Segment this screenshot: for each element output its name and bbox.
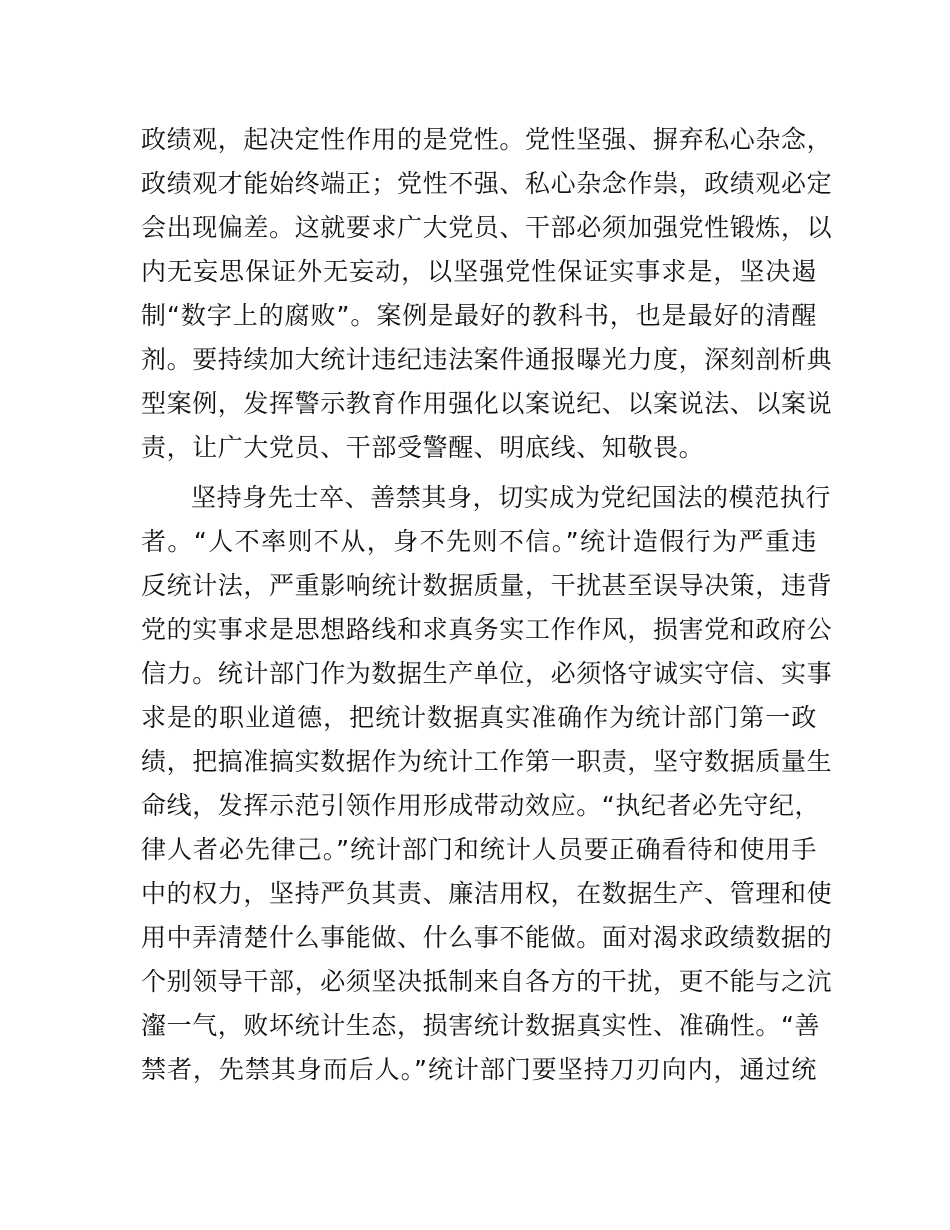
paragraph-2-line-9: 律人者必先律己。”统计部门和统计人员要正确看待和使用手 <box>141 835 817 864</box>
body-text <box>141 118 833 1092</box>
paragraph-2-line-13: 瀣一气，败坏统计生态，损害统计数据真实性、准确性。“善 <box>141 1011 821 1040</box>
paragraph-1-line-8: 责，让广大党员、干部受警醒、明底线、知敬畏。 <box>141 433 705 462</box>
paragraph-2-line-5: 信力。统计部门作为数据生产单位，必须恪守诚实守信、实事 <box>141 659 833 688</box>
paragraph-2-line-10: 中的权力，坚持严负其责、廉洁用权，在数据生产、管理和使 <box>141 879 833 908</box>
paragraph-2-line-4: 党的实事求是思想路线和求真务实工作作风，损害党和政府公 <box>141 615 833 644</box>
paragraph-1-line-7: 型案例，发挥警示教育作用强化以案说纪、以案说法、以案说 <box>141 389 833 418</box>
paragraph-1-line-1: 政绩观，起决定性作用的是党性。党性坚强、摒弃私心杂念， <box>141 125 833 154</box>
paragraph-1-line-3: 会出现偏差。这就要求广大党员、干部必须加强党性锻炼，以 <box>141 213 833 242</box>
paragraph-2-line-6: 求是的职业道德，把统计数据真实准确作为统计部门第一政 <box>141 703 817 732</box>
paragraph-2-line-11: 用中弄清楚什么事能做、什么事不能做。面对渴求政绩数据的 <box>141 923 833 952</box>
paragraph-2-line-2: 者。“人不率则不从，身不先则不信。”统计造假行为严重违 <box>141 527 817 556</box>
paragraph-1-line-5: 制“数字上的腐败”。案例是最好的教科书，也是最好的清醒 <box>141 301 817 330</box>
paragraph-2-line-1: 坚持身先士卒、善禁其身，切实成为党纪国法的模范执行 <box>191 483 832 512</box>
paragraph-2-line-14: 禁者，先禁其身而后人。”统计部门要坚持刀刃向内，通过统 <box>141 1055 817 1084</box>
paragraph-1-line-4: 内无妄思保证外无妄动，以坚强党性保证实事求是，坚决遏 <box>141 257 817 286</box>
paragraph-1-line-2: 政绩观才能始终端正；党性不强、私心杂念作祟，政绩观必定 <box>141 169 833 198</box>
paragraph-2-line-7: 绩，把搞准搞实数据作为统计工作第一职责，坚守数据质量生 <box>141 747 833 776</box>
paragraph-2-line-3: 反统计法，严重影响统计数据质量，干扰甚至误导决策，违背 <box>141 571 833 600</box>
paragraph-2-line-8: 命线，发挥示范引领作用形成带动效应。“执纪者必先守纪， <box>141 791 821 820</box>
paragraph-1-line-6: 剂。要持续加大统计违纪违法案件通报曝光力度，深刻剖析典 <box>141 345 833 374</box>
paragraph-2-line-12: 个别领导干部，必须坚决抵制来自各方的干扰，更不能与之沆 <box>141 967 833 996</box>
